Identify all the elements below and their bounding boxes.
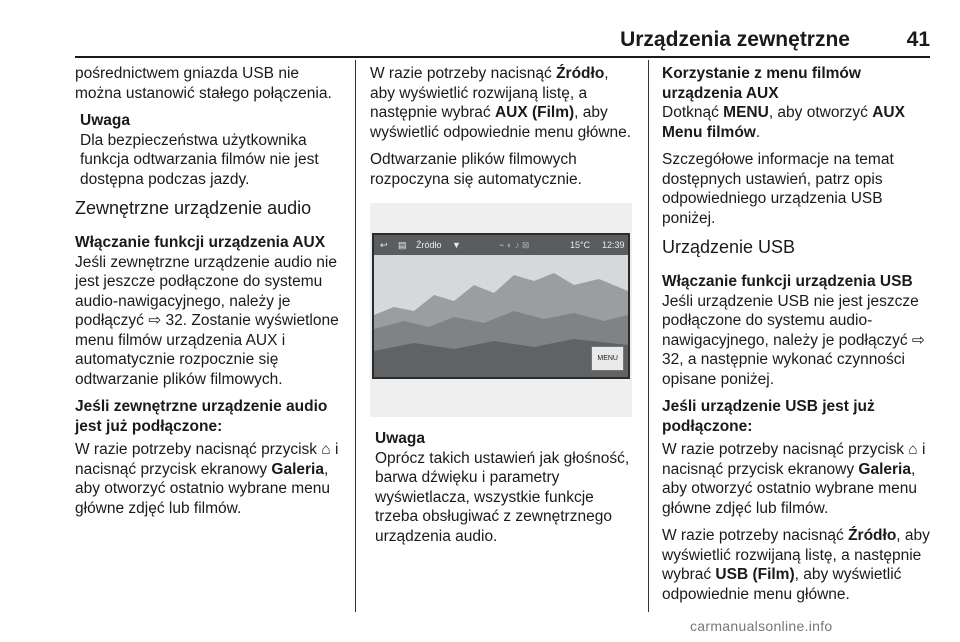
back-icon: ↩ xyxy=(380,240,388,250)
home-icon: ⌂ xyxy=(908,441,918,458)
note-text: Oprócz takich ustawień jak głośność, barwa dźwięku i parametry wyświetlacza, wszystkie funkcje trzeba obsługiwać z zewnętrznego urządzenia audio. xyxy=(375,449,630,545)
paragraph: Szczegółowe informacje na temat dostępnych ustawień, patrz opis odpowiedniego urządzenia USB poniżej. xyxy=(662,151,894,227)
status-icons: ⌁ ◐ ♪ ⊠ xyxy=(499,240,530,250)
paragraph xyxy=(662,440,932,518)
chevron-down-icon: ▼ xyxy=(452,240,461,250)
text: W razie potrzeby nacisnąć xyxy=(370,65,557,82)
page-reference: 32 xyxy=(662,351,680,368)
column-3 xyxy=(662,64,932,612)
subheading: Jeśli zewnętrzne urządzenie audio jest już podłączone: xyxy=(75,398,328,435)
temperature: 15°C xyxy=(570,240,591,250)
paragraph xyxy=(662,526,932,604)
section-heading: Urządzenie USB xyxy=(662,237,796,257)
note-title: Uwaga xyxy=(375,430,425,447)
clock: 12:39 xyxy=(602,240,625,250)
source-label: Źródło xyxy=(416,240,442,250)
menu-button: MENU xyxy=(591,346,624,372)
header-rule xyxy=(75,56,930,58)
text: W razie potrzeby nacisnąć xyxy=(662,527,849,544)
text: Jeśli urządzenie USB nie jest jeszcze podłączone do systemu audio-nawigacyjnego, należy je podłączyć xyxy=(662,292,919,349)
paragraph xyxy=(370,64,632,142)
subheading: Włączanie funkcji urządzenia AUX xyxy=(75,234,326,251)
screen-figure xyxy=(370,203,632,417)
note-text: Dla bezpieczeństwa użytkownika funkcja odtwarzania filmów nie jest dostępna podczas jazdy. xyxy=(80,131,319,188)
text: , aby wyświetlić odpowiednie menu główne. xyxy=(370,104,632,141)
paragraph: pośrednictwem gniazda USB nie można ustanowić stałego połączenia. xyxy=(75,65,332,102)
text: Dotknąć xyxy=(662,104,724,121)
text: , aby wyświetlić rozwijaną listę, a następnie wybrać xyxy=(662,527,930,583)
column-divider xyxy=(648,60,649,612)
page-reference: 32 xyxy=(165,312,183,329)
text: . Zostanie wyświetlone menu filmów urządzenia AUX i automatycznie rozpocznie się odtwarzanie plików filmowych. xyxy=(75,312,339,388)
button-name: Źródło xyxy=(848,527,897,544)
button-name: MENU xyxy=(723,104,769,121)
text: . xyxy=(755,123,761,141)
subheading: Jeśli urządzenie USB jest już podłączone: xyxy=(662,398,875,435)
page-reference-icon: ⇨ xyxy=(911,331,925,349)
text: , aby otworzyć ostatnio wybrane menu główne zdjęć lub filmów. xyxy=(75,460,331,517)
media-icon: ▤ xyxy=(398,240,407,250)
paragraph: Odtwarzanie plików filmowych rozpoczyna się automatycznie. xyxy=(370,151,582,188)
text: , aby otworzyć xyxy=(768,104,873,121)
button-name: USB (Film) xyxy=(715,566,795,583)
paragraph xyxy=(75,253,345,390)
watermark: carmanualsonline.info xyxy=(690,618,833,634)
page-reference-icon: ⇨ xyxy=(148,312,162,329)
paragraph xyxy=(662,292,932,390)
page-number: 41 xyxy=(906,28,930,51)
text: , aby otworzyć ostatnio wybrane menu główne zdjęć lub filmów. xyxy=(662,460,918,517)
text: W razie potrzeby nacisnąć przycisk xyxy=(662,441,909,458)
note-title: Uwaga xyxy=(80,112,130,129)
column-1 xyxy=(75,64,345,526)
text: , aby wyświetlić rozwijaną listę, a następnie wybrać xyxy=(370,65,609,121)
paragraph xyxy=(75,440,345,518)
mountain-landscape-image xyxy=(374,255,628,377)
status-bar xyxy=(374,235,628,255)
button-name: Źródło xyxy=(556,65,605,82)
menu-name: AUX Menu filmów xyxy=(662,104,905,141)
section-heading: Zewnętrzne urządzenie audio xyxy=(75,198,312,218)
column-2 xyxy=(370,64,632,554)
text: , aby wyświetlić odpowiednie menu główne. xyxy=(662,566,902,603)
note xyxy=(75,111,345,189)
text: , a następnie wykonać czynności opisane poniżej. xyxy=(662,351,905,388)
column-divider xyxy=(355,60,356,612)
display-screenshot xyxy=(372,233,630,379)
subheading: Włączanie funkcji urządzenia USB xyxy=(662,273,913,290)
button-name: AUX (Film) xyxy=(494,104,575,121)
text: i nacisnąć przycisk ekranowy xyxy=(662,441,926,478)
button-name: Galeria xyxy=(858,460,911,478)
paragraph xyxy=(662,103,932,142)
home-icon: ⌂ xyxy=(321,441,331,458)
text: W razie potrzeby nacisnąć przycisk xyxy=(75,441,322,458)
text: Jeśli zewnętrzne urządzenie audio nie jest jeszcze podłączone do systemu audio-nawigacyjnego, należy je podłączyć xyxy=(75,253,337,329)
subheading: Korzystanie z menu filmów urządzenia AUX xyxy=(662,65,861,102)
text: i nacisnąć przycisk ekranowy xyxy=(75,441,339,478)
note xyxy=(370,429,632,546)
page-title: Urządzenia zewnętrzne xyxy=(620,28,850,51)
button-name: Galeria xyxy=(271,460,324,478)
